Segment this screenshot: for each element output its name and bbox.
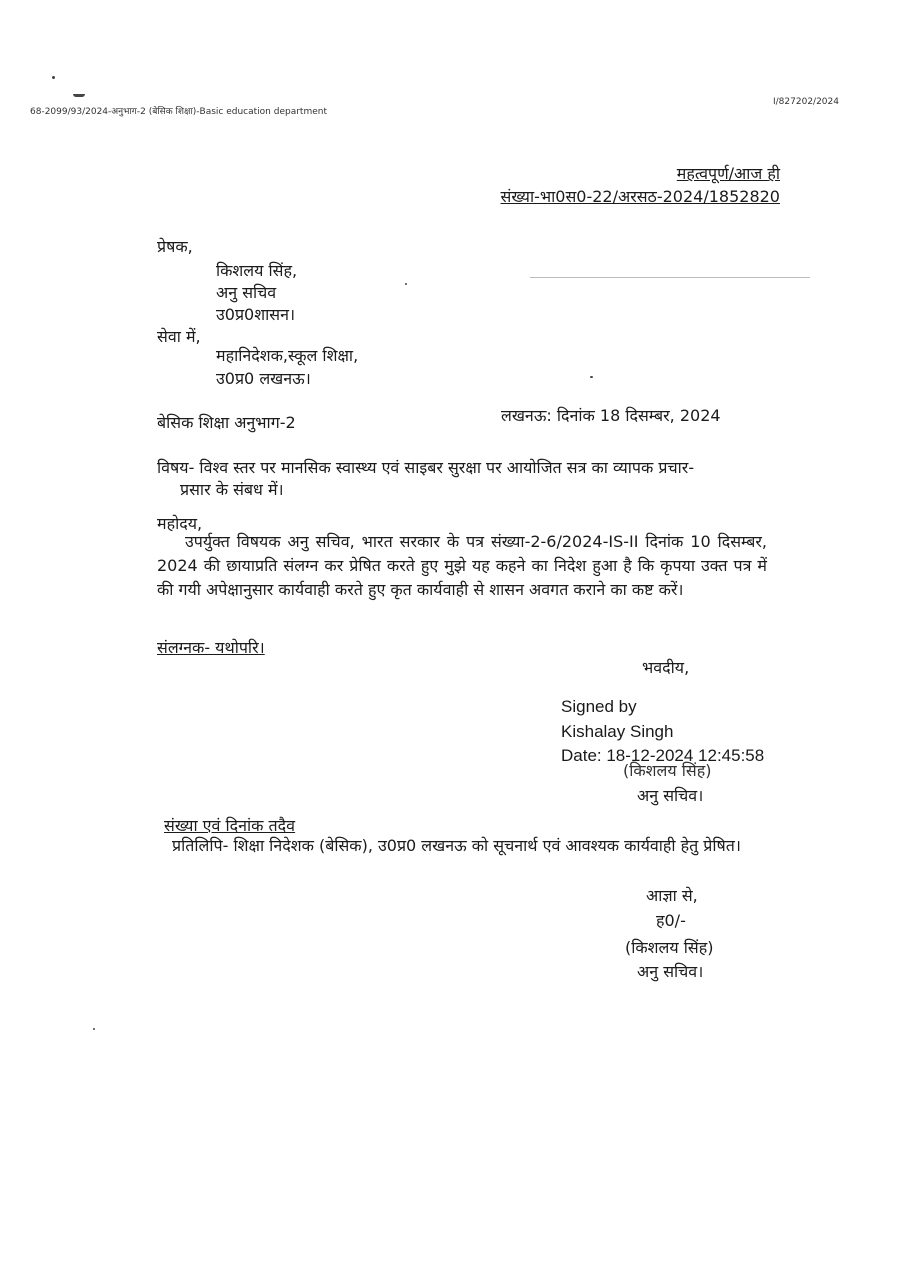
file-reference: 68-2099/93/2024-अनुभाग-2 (बेसिक शिक्षा)-Basic education department <box>30 107 327 117</box>
copy-signatory-designation: अनु सचिव। <box>637 962 704 981</box>
scan-speck <box>405 283 407 285</box>
signature-line-date: Date: 18-12-2024 12:45:58 <box>561 746 765 765</box>
sender-label: प्रेषक, <box>157 237 193 256</box>
sender-name: किशलय सिंह, <box>216 261 298 280</box>
copy-text: प्रतिलिपि- शिक्षा निदेशक (बेसिक), उ0प्र0 लखनऊ को सूचनार्थ एवं आवश्यक कार्यवाही हेतु प्रेषित। <box>172 836 741 855</box>
scan-speck <box>590 376 593 378</box>
body-paragraph: उपर्युक्त विषयक अनु सचिव, भारत सरकार के पत्र संख्या-2-6/2024-IS-II दिनांक 10 दिसम्बर, 2024 की छायाप्रति संलग्न कर प्रेषित करते हुए मुझे यह कहने का निदेश हुआ है कि कृपया उक्त पत्र में की गयी अपेक्षानुसार कार्यवाही करते हुए कृत कार्यवाही से शासन अवगत कराने का कष्ट करें। <box>157 532 767 599</box>
priority-label: महत्वपूर्ण/आज ही <box>676 164 780 183</box>
document-id: I/827202/2024 <box>773 97 839 107</box>
recipient-name: महानिदेशक,स्कूल शिक्षा, <box>216 346 359 365</box>
subject-line-2: प्रसार के संबध में। <box>180 480 284 499</box>
signatory-name: (किशलय सिंह) <box>623 761 712 780</box>
scan-speck <box>52 76 55 79</box>
scan-speck <box>73 94 85 97</box>
salutation: महोदय, <box>157 514 203 533</box>
enclosure-note: संलग्नक- यथोपरि। <box>157 638 265 657</box>
recipient-label: सेवा में, <box>157 327 201 346</box>
scan-speck <box>93 1028 95 1030</box>
recipient-place: उ0प्र0 लखनऊ। <box>216 369 311 388</box>
signature-line-name: Kishalay Singh <box>561 722 674 741</box>
copy-signatory-name: (किशलय सिंह) <box>625 938 714 957</box>
copy-heading: संख्या एवं दिनांक तदैव <box>164 816 296 835</box>
scan-streak <box>530 277 810 278</box>
signature-line-signed-by: Signed by <box>561 697 637 716</box>
place-date: लखनऊ: दिनांक 18 दिसम्बर, 2024 <box>501 406 721 425</box>
section-name: बेसिक शिक्षा अनुभाग-2 <box>157 413 296 432</box>
letter-number: संख्या-भा0स0-22/अरसठ-2024/1852820 <box>500 187 780 206</box>
order-line: आज्ञा से, <box>646 886 698 905</box>
signed-marker: ह0/- <box>656 911 686 930</box>
sender-designation: अनु सचिव <box>216 283 277 302</box>
signatory-designation: अनु सचिव। <box>637 786 704 805</box>
sender-office: उ0प्र0शासन। <box>216 305 296 324</box>
subject-line-1: विषय- विश्व स्तर पर मानसिक स्वास्थ्य एवं साइबर सुरक्षा पर आयोजित सत्र का व्यापक प्रचार- <box>157 458 695 477</box>
closing: भवदीय, <box>642 658 690 677</box>
